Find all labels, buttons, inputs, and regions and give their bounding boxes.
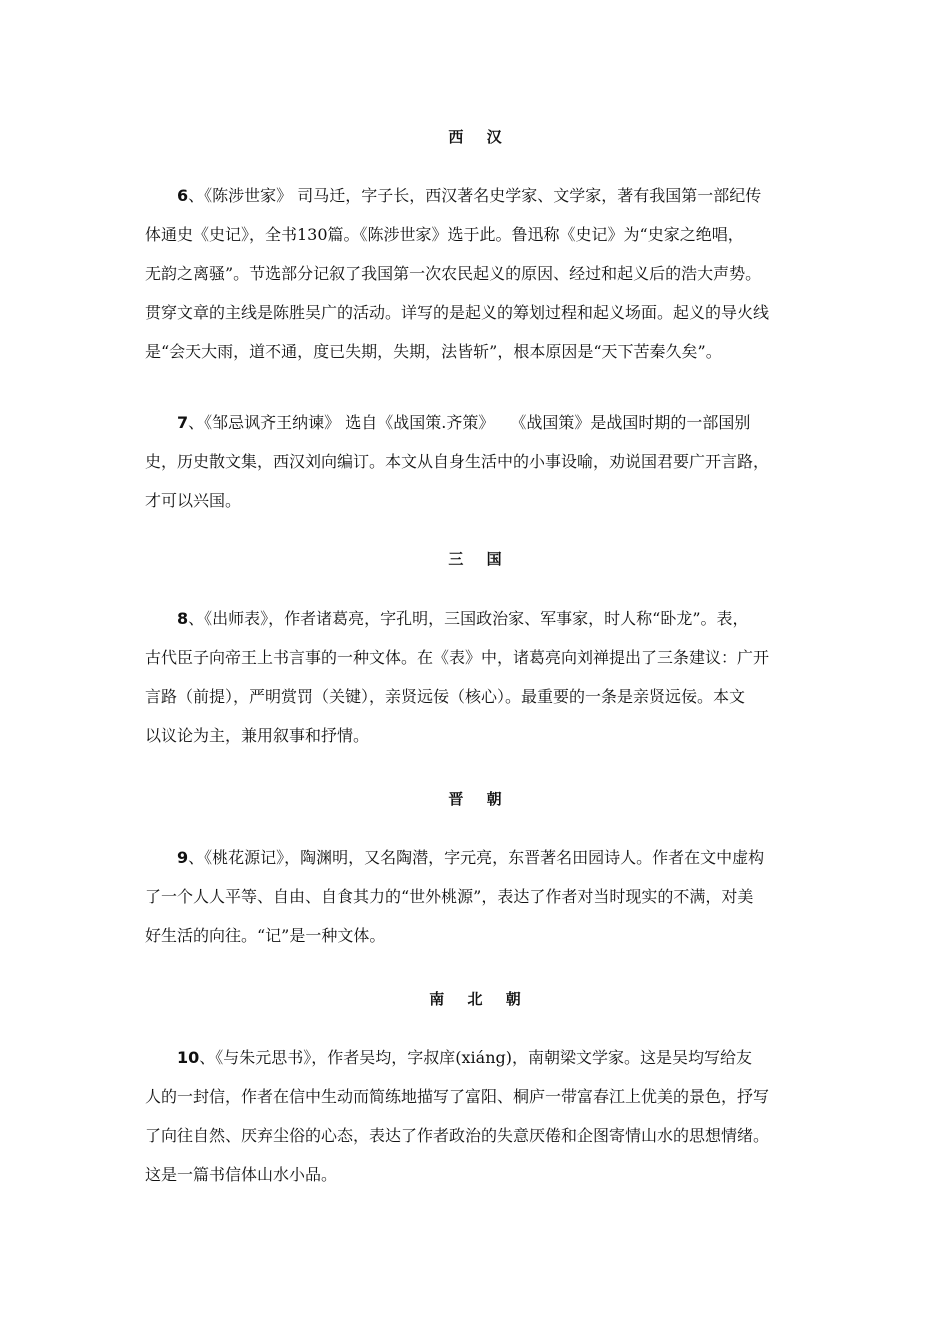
paragraph-10 [145, 1038, 807, 1194]
paragraph-line: 这是一篇书信体山水小品。 [145, 1165, 338, 1184]
paragraph-line [145, 1038, 807, 1077]
paragraph-line: 贯穿文章的主线是陈胜吴广的活动。详写的是起义的筹划过程和起义场面。起义的导火线 [145, 303, 770, 322]
section-heading-nanbeichao: 南 北 朝 [429, 990, 521, 1008]
paragraph-line [145, 599, 807, 638]
paragraph-line [145, 403, 807, 442]
paragraph-7 [145, 403, 807, 520]
line-text: 、《陈涉世家》 司马迁，字子长，西汉著名史学家、文学家，著有我国第一部纪传 [188, 186, 762, 205]
item-number: 10 [177, 1048, 200, 1067]
section-heading-jinchao: 晋 朝 [448, 790, 502, 808]
paragraph-9 [145, 838, 807, 955]
paragraph-line: 人的一封信，作者在信中生动而简练地描写了富阳、桐庐一带富春江上优美的景色，抒写 [145, 1087, 770, 1106]
item-number: 8 [177, 609, 189, 628]
section-heading-sanguo: 三 国 [448, 550, 502, 568]
paragraph-line [145, 838, 807, 877]
paragraph-line: 好生活的向往。“记”是一种文体。 [145, 926, 386, 945]
paragraph-line: 体通史《史记》，全书130篇。《陈涉世家》选于此。鲁迅称《史记》为“史家之绝唱， [145, 225, 744, 244]
paragraph-line: 无韵之离骚”。节选部分记叙了我国第一次农民起义的原因、经过和起义后的浩大声势。 [145, 264, 762, 283]
item-number: 7 [177, 413, 189, 432]
line-text: 、《邹忌讽齐王纳谏》 选自《战国策.齐策》 《战国策》是战国时期的一部国别 [188, 413, 751, 432]
paragraph-8 [145, 599, 807, 755]
paragraph-line: 了向往自然、厌弃尘俗的心态，表达了作者政治的失意厌倦和企图寄情山水的思想情绪。 [145, 1126, 770, 1145]
paragraph-6 [145, 176, 807, 371]
paragraph-line: 古代臣子向帝王上书言事的一种文体。在《表》中，诸葛亮向刘禅提出了三条建议：广开 [145, 648, 770, 667]
paragraph-line [145, 176, 807, 215]
paragraph-line: 才可以兴国。 [145, 491, 242, 510]
line-text: 、《桃花源记》，陶渊明，又名陶潜，字元亮，东晋著名田园诗人。作者在文中虚构 [188, 848, 765, 867]
paragraph-line: 是“会天大雨，道不通，度已失期，失期，法皆斩”，根本原因是“天下苦秦久矣”。 [145, 342, 722, 361]
paragraph-line: 史，历史散文集，西汉刘向编订。本文从自身生活中的小事设喻，劝说国君要广开言路， [145, 452, 770, 471]
paragraph-line: 言路（前提），严明赏罚（关键），亲贤远佞（核心）。最重要的一条是亲贤远佞。本文 [145, 687, 746, 706]
item-number: 9 [177, 848, 189, 867]
paragraph-line: 以议论为主，兼用叙事和抒情。 [145, 726, 370, 745]
line-text: 、《出师表》，作者诸葛亮，字孔明，三国政治家、军事家，时人称“卧龙”。表， [188, 609, 749, 628]
section-heading-xihan: 西 汉 [448, 128, 502, 146]
item-number: 6 [177, 186, 189, 205]
line-text: 、《与朱元思书》，作者吴均，字叔庠(xiáng)，南朝梁文学家。这是吴均写给友 [199, 1048, 752, 1067]
paragraph-line: 了一个人人平等、自由、自食其力的“世外桃源”，表达了作者对当时现实的不满，对美 [145, 887, 754, 906]
